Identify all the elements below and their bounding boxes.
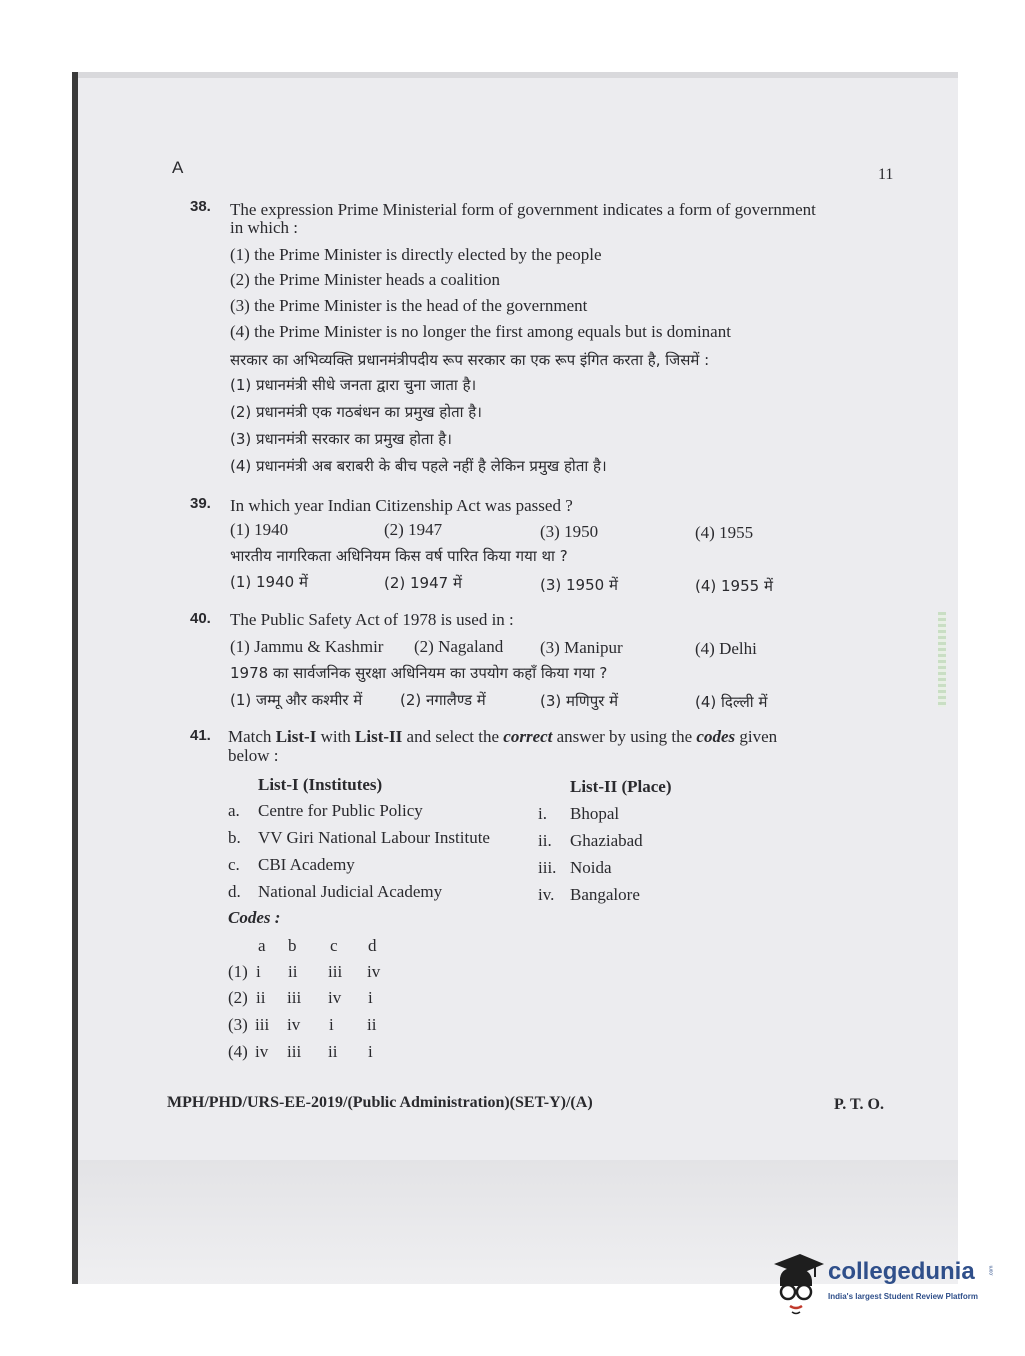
list1-heading: List-I (Institutes) xyxy=(258,775,383,794)
hindi-option-text: (4) प्रधानमंत्री अब बराबरी के बीच पहले नहीं है लेकिन प्रमुख होता है। xyxy=(230,457,607,475)
code-option-label: (2) xyxy=(228,988,248,1007)
hindi-option-text: (2) नगालैण्ड में xyxy=(400,691,486,709)
code-value: iii xyxy=(287,988,302,1007)
codes-header: a xyxy=(258,936,266,955)
code-value: i xyxy=(256,962,261,981)
hindi-option-text: (2) प्रधानमंत्री एक गठबंधन का प्रमुख होता है। xyxy=(230,403,482,421)
codes-header: d xyxy=(368,936,377,955)
option-text: (2) the Prime Minister heads a coalition xyxy=(230,270,501,289)
code-value: ii xyxy=(288,962,298,981)
option-text: (1) 1940 xyxy=(230,520,289,539)
list2-item: Ghaziabad xyxy=(570,831,643,850)
code-value: iii xyxy=(255,1015,270,1034)
option-text: (2) Nagaland xyxy=(414,637,504,656)
series-letter: A xyxy=(172,158,184,177)
list2-key: iii. xyxy=(538,858,557,877)
list2-word: List-II xyxy=(355,727,403,746)
list2-key: ii. xyxy=(538,831,552,850)
list1-word: List-I xyxy=(275,727,317,746)
hindi-question-text: भारतीय नागरिकता अधिनियम किस वर्ष पारित किया गया था ? xyxy=(230,547,568,565)
hindi-option-text: (3) प्रधानमंत्री सरकार का प्रमुख होता है। xyxy=(230,430,452,448)
option-text: (4) the Prime Minister is no longer the first among equals but is dominant xyxy=(230,322,731,341)
graduate-mascot-icon xyxy=(768,1248,826,1318)
option-text: (3) the Prime Minister is the head of the government xyxy=(230,296,588,315)
question-number: 38. xyxy=(190,198,211,215)
option-text: (2) 1947 xyxy=(384,520,443,539)
hindi-option-text: (1) जम्मू और कश्मीर में xyxy=(230,691,363,709)
list2-key: iv. xyxy=(538,885,555,904)
hindi-option-text: (3) 1950 में xyxy=(540,576,618,594)
list2-key: i. xyxy=(538,804,547,823)
list2-item: Noida xyxy=(570,858,612,877)
option-text: (4) 1955 xyxy=(695,523,754,542)
hindi-option-text: (1) प्रधानमंत्री सीधे जनता द्वारा चुना जाता है। xyxy=(230,376,477,394)
code-value: ii xyxy=(367,1015,377,1034)
code-value: iii xyxy=(328,962,343,981)
brand-tagline: India's largest Student Review Platform xyxy=(828,1292,978,1301)
list1-item: Centre for Public Policy xyxy=(258,801,423,820)
pto-label: P. T. O. xyxy=(834,1096,884,1113)
code-value: iv xyxy=(328,988,342,1007)
question-text: below : xyxy=(228,746,279,765)
brand-name: collegedunia xyxy=(828,1258,975,1285)
codes-label: Codes : xyxy=(228,908,281,927)
option-text: (3) 1950 xyxy=(540,522,599,541)
list1-item: National Judicial Academy xyxy=(258,882,443,901)
hindi-option-text: (1) 1940 में xyxy=(230,573,308,591)
question-text: The expression Prime Ministerial form of government indicates a form of government xyxy=(230,200,816,219)
codes-word: codes xyxy=(696,727,736,746)
list2-item: Bangalore xyxy=(570,885,640,904)
list1-key: b. xyxy=(228,828,241,847)
hindi-question-text: सरकार का अभिव्यक्ति प्रधानमंत्रीपदीय रूप सरकार का एक रूप इंगित करता है, जिसमें : xyxy=(230,351,710,369)
hindi-option-text: (4) दिल्ली में xyxy=(695,693,768,711)
code-option-label: (3) xyxy=(228,1015,248,1034)
question-text: In which year Indian Citizenship Act was passed ? xyxy=(230,496,573,515)
code-value: i xyxy=(368,1042,373,1061)
option-text: (4) Delhi xyxy=(695,639,757,658)
hindi-question-text: 1978 का सार्वजनिक सुरक्षा अधिनियम का उपयोग कहाँ किया गया ? xyxy=(230,664,608,682)
question-number: 40. xyxy=(190,610,211,627)
list1-key: c. xyxy=(228,855,240,874)
code-value: ii xyxy=(328,1042,338,1061)
option-text: (1) Jammu & Kashmir xyxy=(230,637,384,656)
option-text: (1) the Prime Minister is directly elected by the people xyxy=(230,245,602,264)
codes-header: c xyxy=(330,936,338,955)
question-text: in which : xyxy=(230,218,298,237)
option-text: (3) Manipur xyxy=(540,638,623,657)
list1-item: CBI Academy xyxy=(258,855,355,874)
hindi-option-text: (4) 1955 में xyxy=(695,577,773,595)
list2-heading: List-II (Place) xyxy=(570,777,672,796)
question-text: The Public Safety Act of 1978 is used in : xyxy=(230,610,514,629)
code-option-label: (4) xyxy=(228,1042,248,1061)
list1-item: VV Giri National Labour Institute xyxy=(258,828,490,847)
collegedunia-watermark xyxy=(768,1248,998,1318)
hindi-option-text: (2) 1947 में xyxy=(384,574,462,592)
binding-strip xyxy=(938,612,946,707)
question-number: 39. xyxy=(190,495,211,512)
question-text: Match List-I with List-II and select the correct answer by using the codes given xyxy=(228,727,778,746)
scan-top-shadow xyxy=(78,72,958,78)
brand-domain: .com xyxy=(988,1265,995,1277)
correct-word: correct xyxy=(503,727,553,746)
code-value: iv xyxy=(255,1042,269,1061)
codes-header: b xyxy=(288,936,297,955)
code-value: iv xyxy=(367,962,381,981)
list1-key: a. xyxy=(228,801,240,820)
code-value: i xyxy=(329,1015,334,1034)
code-value: i xyxy=(368,988,373,1007)
code-value: iii xyxy=(287,1042,302,1061)
hindi-option-text: (3) मणिपुर में xyxy=(540,692,619,710)
code-value: ii xyxy=(256,988,266,1007)
code-option-label: (1) xyxy=(228,962,248,981)
code-value: iv xyxy=(287,1015,301,1034)
list1-key: d. xyxy=(228,882,241,901)
question-number: 41. xyxy=(190,727,211,744)
page-number: 11 xyxy=(878,166,894,183)
paper-code: MPH/PHD/URS-EE-2019/(Public Administration)(SET-Y)/(A) xyxy=(167,1094,593,1111)
list2-item: Bhopal xyxy=(570,804,620,823)
